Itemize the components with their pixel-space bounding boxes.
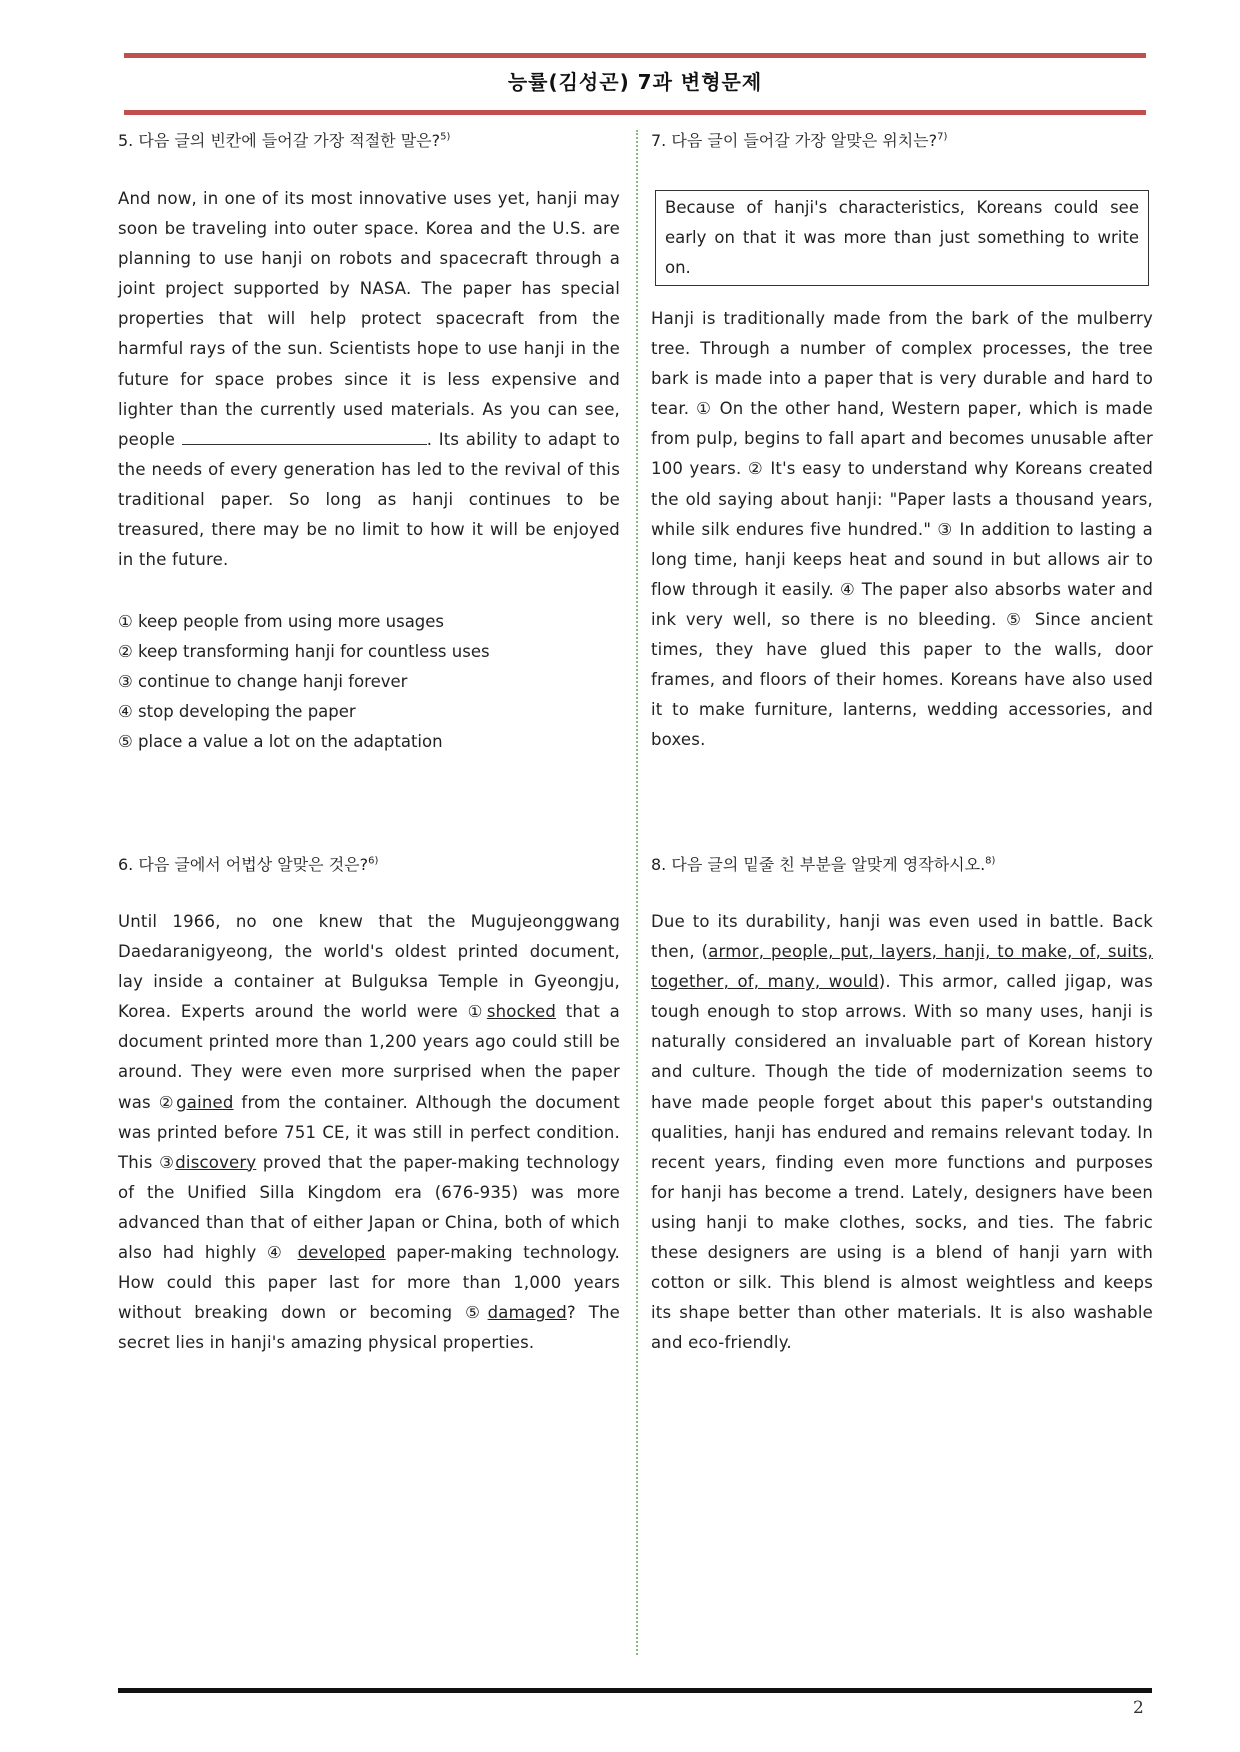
underlined-word: developed xyxy=(297,1243,386,1263)
choice-marker: ③ xyxy=(159,1152,176,1172)
question-8-header xyxy=(651,852,995,875)
option-4: ④ stop developing the paper xyxy=(118,702,356,722)
insert-sentence-box: Because of hanji's characteristics, Koreans could see early on that it was more than just something to write on. xyxy=(655,190,1149,286)
passage-text: from the container. Although the document was printed before 751 CE, it was still in perfect condition. This xyxy=(118,1092,620,1172)
question-7-header xyxy=(651,128,947,151)
question-prompt: 다음 글이 들어갈 가장 알맞은 위치는? xyxy=(671,131,938,150)
passage-text: Until 1966, no one knew that the Mugujeonggwang Daedaranigyeong, the world's oldest printed document, lay inside a container at Bulguksa Temple in Gyeongju, Korea. Experts around the world were xyxy=(118,912,620,1022)
question-prompt: 다음 글에서 어법상 알맞은 것은? xyxy=(138,855,369,874)
passage-text: . Its ability to adapt to the needs of every generation has led to the revival of this traditional paper. So long as hanji continues to be treasured, there may be no limit to how it will be enjoyed in the future. xyxy=(118,429,620,570)
page-number: 2 xyxy=(1133,1698,1144,1718)
question-prompt: 다음 글의 빈칸에 들어갈 가장 적절한 말은? xyxy=(138,131,441,150)
question-8-passage xyxy=(651,907,1153,1358)
passage-text: Due to its durability, hanji was even used in battle. Back then, ( xyxy=(651,912,1153,962)
question-6-header xyxy=(118,852,378,875)
choice-marker: ① xyxy=(467,1002,487,1022)
passage-text: And now, in one of its most innovative uses yet, hanji may soon be traveling into outer space. Korea and the U.S. are planning to use hanji on robots and spacecraft through a joint project supported by NASA. The paper has special properties that will help protect spacecraft from the harmful rays of the sun. Scientists hope to use hanji in the future for space probes since it is less expensive and lighter than the currently used materials. As you can see, people xyxy=(118,189,620,449)
question-prompt: 다음 글의 밑줄 친 부분을 알맞게 영작하시오. xyxy=(671,855,986,874)
underlined-word: discovery xyxy=(175,1152,257,1172)
header-top-rule xyxy=(124,53,1146,58)
passage-text: ). This armor, called jigap, was tough enough to stop arrows. With so many uses, hanji is naturally considered an invaluable part of Korean history and culture. Though the tide of modernization seems to have made people forget about this paper's outstanding qualities, hanji has endured and remains relevant today. In recent years, finding even more functions and purposes for hanji has become a trend. Lately, designers have been using hanji to make clothes, socks, and ties. The fabric these designers are using is a blend of hanji yarn with cotton or silk. This blend is almost weightless and keeps its shape better than other materials. It is also washable and eco-friendly. xyxy=(651,972,1153,1353)
underlined-phrase: armor, people, put, layers, hanji, to make, of, suits, together, of, many, would xyxy=(651,942,1153,992)
question-number: 5. xyxy=(118,131,134,150)
underlined-word: damaged xyxy=(487,1303,567,1323)
passage-text: proved that the paper-making technology of the Unified Silla Kingdom era (676-935) was more advanced than that of either Japan or China, both of which also had highly xyxy=(118,1152,620,1263)
choice-marker: ② xyxy=(158,1092,177,1112)
passage-text: paper-making technology. How could this paper last for more than 1,000 years without breaking down or becoming xyxy=(118,1243,621,1323)
question-5-options xyxy=(118,607,490,757)
option-3: ③ continue to change hanji forever xyxy=(118,672,408,692)
passage-text: that a document printed more than 1,200 years ago could still be around. They were even more surprised when the paper was xyxy=(118,1002,620,1112)
footer-rule xyxy=(118,1688,1152,1693)
footnote-ref: 8) xyxy=(985,855,996,867)
page-title: 능률(김성곤) 7과 변형문제 xyxy=(507,70,763,94)
question-6-passage xyxy=(118,907,620,1358)
option-1: ① keep people from using more usages xyxy=(118,612,445,631)
question-number: 7. xyxy=(651,131,667,150)
column-divider xyxy=(636,130,638,1655)
footnote-ref: 6) xyxy=(368,855,379,867)
option-5: ⑤ place a value a lot on the adaptation xyxy=(118,732,443,752)
answer-blank xyxy=(182,426,427,445)
question-5-header xyxy=(118,128,450,151)
footnote-ref: 5) xyxy=(440,131,451,143)
underlined-word: shocked xyxy=(486,1002,557,1022)
underlined-word: gained xyxy=(176,1092,234,1112)
footnote-ref: 7) xyxy=(937,131,948,143)
header-bottom-rule xyxy=(124,110,1146,115)
choice-marker: ⑤ xyxy=(465,1303,488,1323)
question-number: 8. xyxy=(651,855,667,874)
passage-text: ? The secret lies in hanji's amazing physical properties. xyxy=(118,1303,620,1353)
question-7-passage: Hanji is traditionally made from the bark of the mulberry tree. Through a number of complex processes, the tree bark is made into a paper that is very durable and hard to tear. ① On the other hand, Western paper, which is made from pulp, begins to fall apart and becomes unusable after 100 years. ② It's easy to understand why Koreans created the old saying about hanji: "Paper lasts a thousand years, while silk endures five hundred." ③ In addition to lasting a long time, hanji keeps heat and sound in but allows air to flow through it easily. ④ The paper also absorbs water and ink very well, so there is no bleeding. ⑤ Since ancient times, they have glued this paper to the walls, door frames, and floors of their homes. Koreans have also used it to make furniture, lanterns, wedding accessories, and boxes. xyxy=(651,309,1153,750)
question-number: 6. xyxy=(118,855,134,874)
option-2: ② keep transforming hanji for countless uses xyxy=(118,642,490,662)
choice-marker: ④ xyxy=(266,1243,298,1263)
question-5-passage xyxy=(118,184,620,575)
